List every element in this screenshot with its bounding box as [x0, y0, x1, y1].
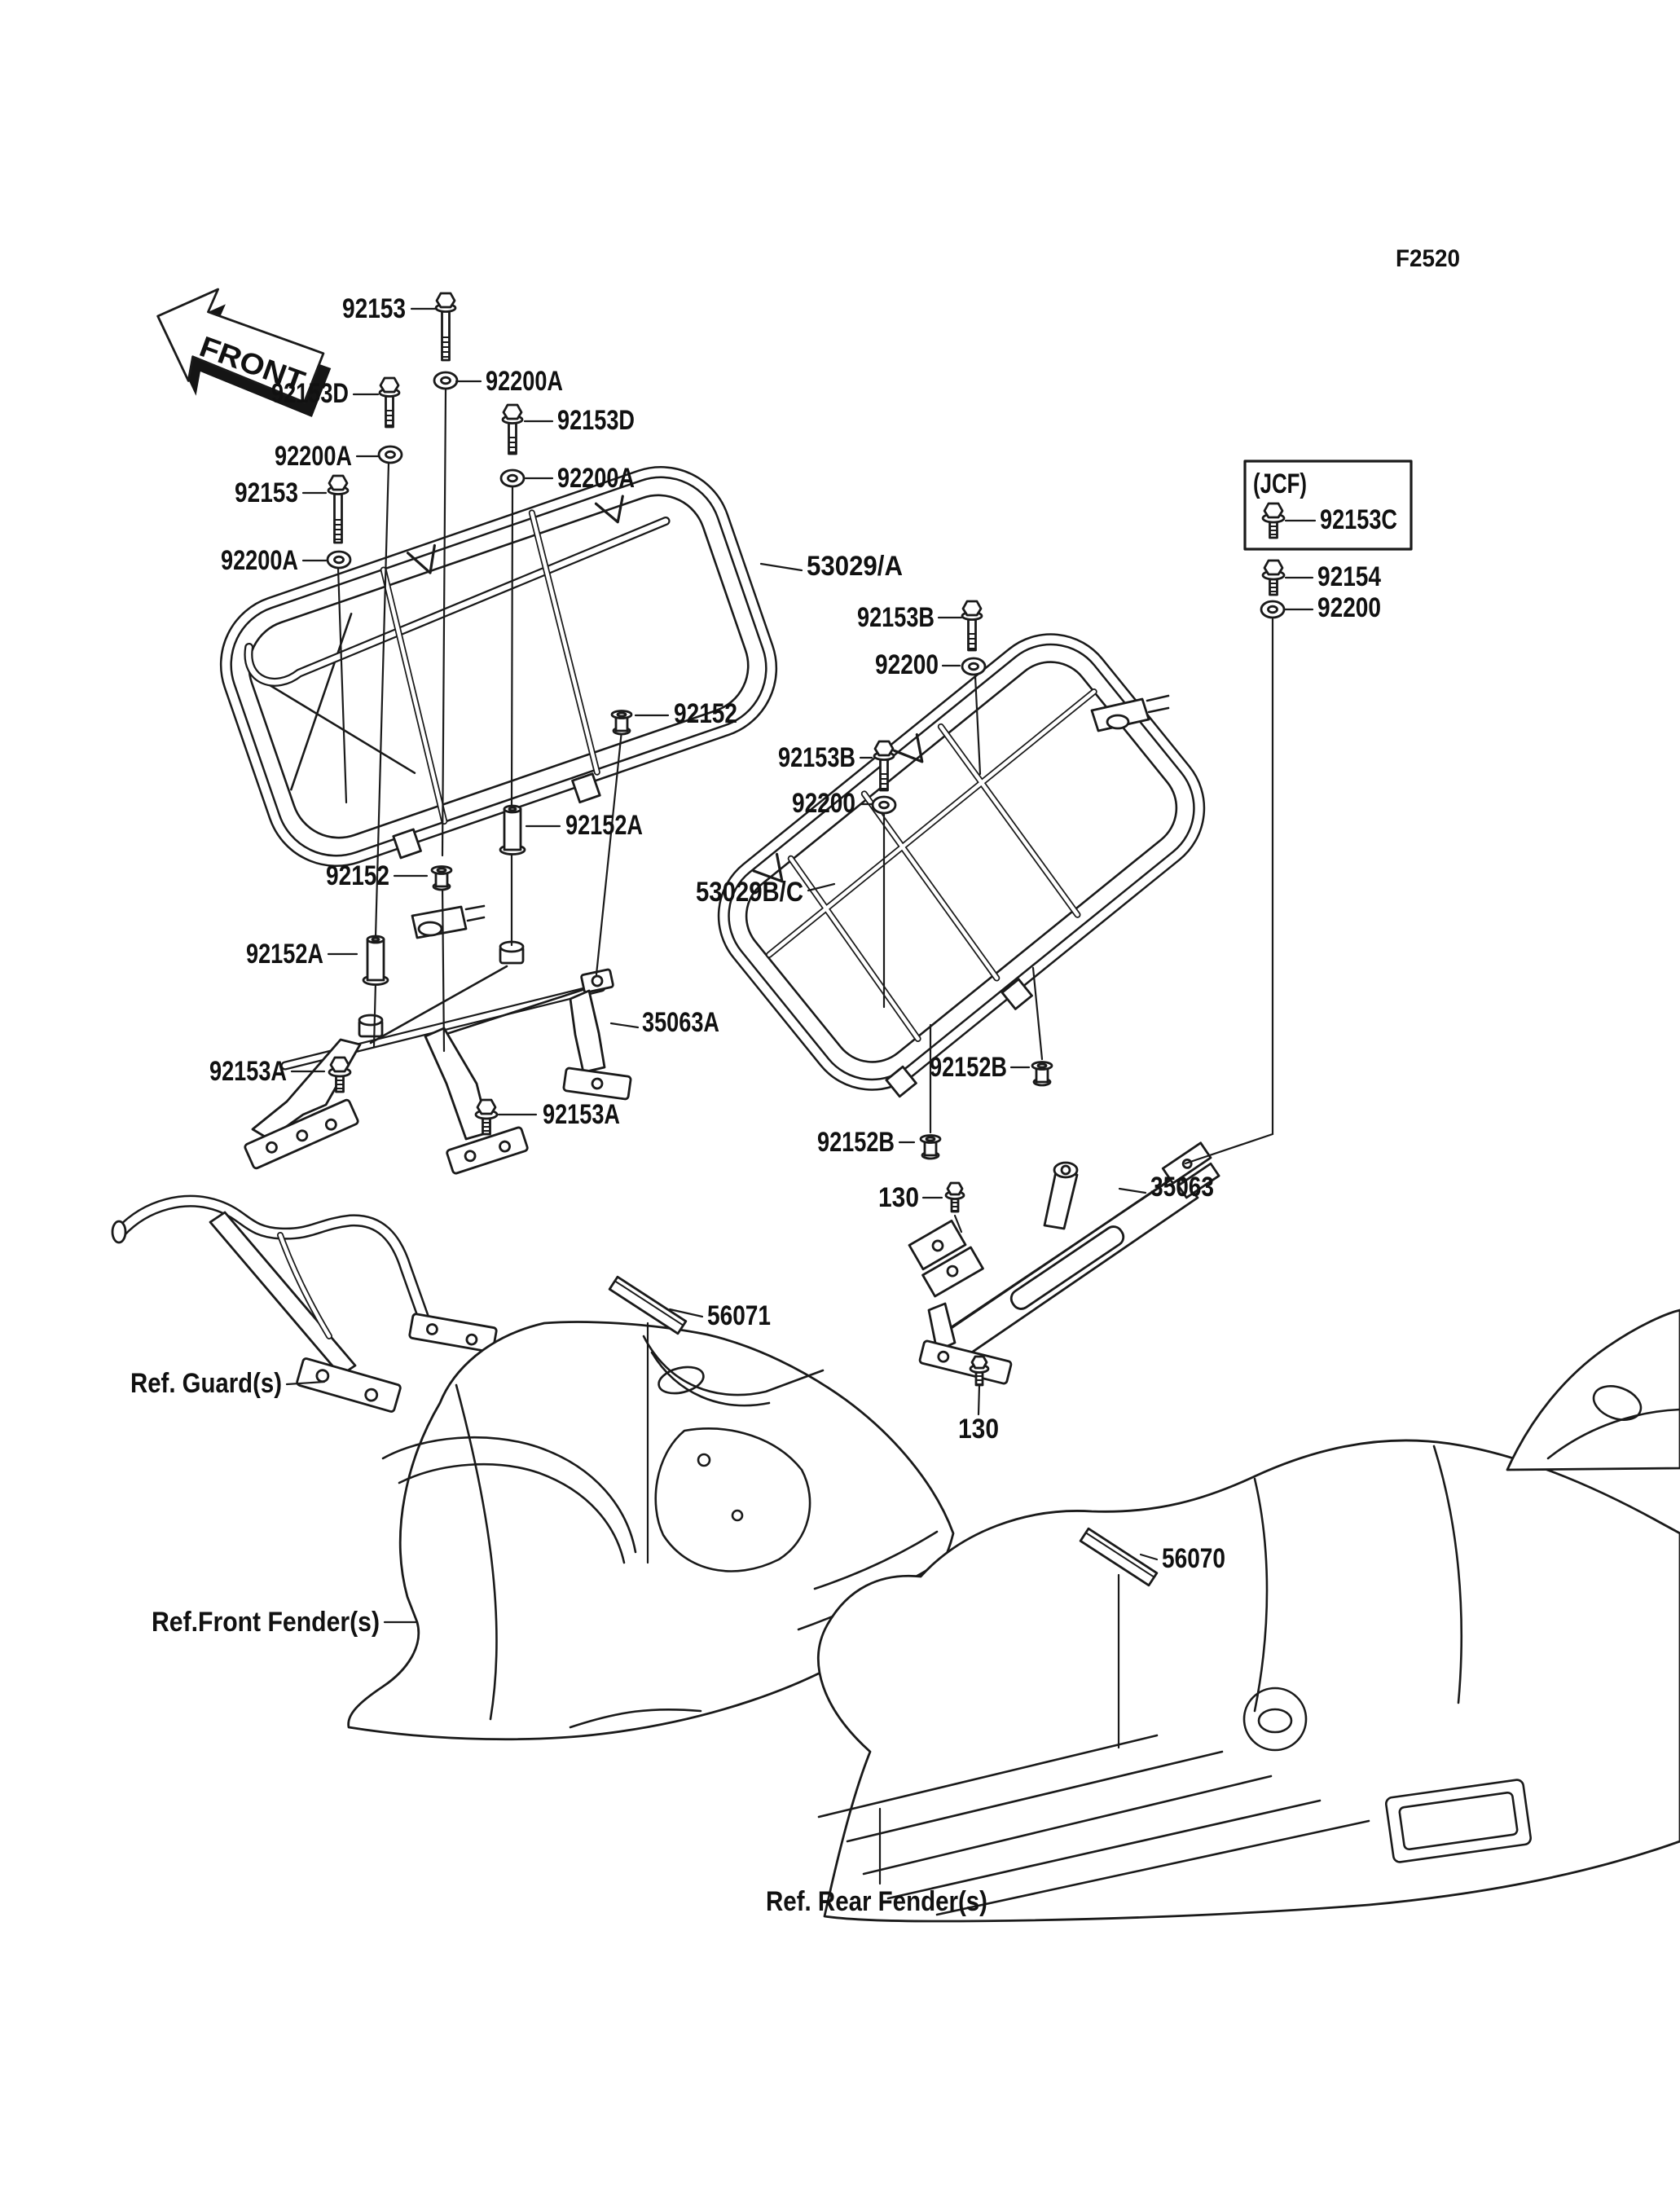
rear-carrier-53029BC — [699, 614, 1235, 1123]
bracket-35063A — [244, 942, 631, 1174]
collar-92152b-right-icon — [1032, 1062, 1052, 1086]
bolt-92153d-right-icon — [503, 405, 522, 454]
collar-92152-left-icon — [432, 867, 451, 891]
figure-code: F2520 — [1396, 245, 1460, 272]
jcf-note-label: (JCF) — [1253, 468, 1307, 499]
label-92152b-right: 92152B — [930, 1052, 1007, 1083]
label-92153a-right: 92153A — [543, 1099, 620, 1130]
label-92200-jcf: 92200 — [1317, 592, 1381, 623]
label-92153-top: 92153 — [342, 293, 406, 324]
label-92153d-right: 92153D — [557, 405, 635, 436]
washer-92200-left-icon — [873, 797, 895, 813]
bolt-92153d-left-icon — [380, 378, 399, 427]
label-92153b-left: 92153B — [778, 742, 855, 773]
label-92153c: 92153C — [1320, 504, 1397, 535]
bolt-92153-left-icon — [328, 476, 348, 543]
label-92200a-2: 92200A — [275, 441, 352, 472]
label-ref-rear-fender: Ref. Rear Fender(s) — [766, 1886, 987, 1917]
label-92153d-left: 92153D — [271, 378, 349, 409]
label-53029bc: 53029B/C — [696, 877, 803, 908]
label-92152a-right: 92152A — [565, 810, 643, 841]
label-56070: 56070 — [1162, 1543, 1225, 1574]
washer-92200a-4-icon — [501, 470, 524, 486]
collar-92152a-right-icon — [500, 806, 525, 855]
label-92153a-left: 92153A — [209, 1056, 287, 1087]
front-carrier-center-clamp — [412, 906, 484, 938]
bolt-92153b-top-icon — [962, 601, 982, 650]
washer-92200a-3-icon — [328, 552, 350, 568]
bolt-130-top-icon — [946, 1183, 964, 1212]
label-92154: 92154 — [1317, 561, 1382, 592]
label-130-bottom: 130 — [958, 1414, 999, 1445]
label-92152b-left: 92152B — [817, 1127, 895, 1158]
collar-92152b-left-icon — [921, 1136, 940, 1159]
label-ref-guard: Ref. Guard(s) — [130, 1368, 282, 1399]
label-92200a-3: 92200A — [221, 545, 298, 576]
label-92200a-1: 92200A — [486, 366, 563, 397]
label-92200a-4: 92200A — [557, 463, 635, 494]
label-92200-left: 92200 — [792, 788, 855, 819]
label-53029a: 53029/A — [807, 551, 903, 582]
label-35063a: 35063A — [642, 1007, 719, 1038]
front-arrow-label: FRONT — [195, 329, 302, 396]
washer-92200a-2-icon — [379, 446, 402, 463]
washer-92200-top-icon — [962, 658, 985, 675]
bolt-92153c-icon — [1263, 504, 1284, 538]
collar-92152a-left-icon — [363, 936, 388, 985]
label-ref-front-fender: Ref.Front Fender(s) — [152, 1607, 380, 1638]
label-92153-left: 92153 — [235, 477, 298, 508]
washer-92200-jcf-icon — [1261, 601, 1284, 618]
label-92200-top: 92200 — [875, 649, 939, 680]
label-92153b-top: 92153B — [857, 602, 935, 633]
rear-fender-reference-drawing — [818, 1310, 1680, 1921]
collar-92152-top-icon — [612, 711, 631, 735]
front-carrier-53029A — [208, 452, 796, 938]
label-35063: 35063 — [1150, 1172, 1214, 1203]
label-92152a-left: 92152A — [246, 939, 323, 970]
label-130-top: 130 — [878, 1182, 919, 1213]
bolt-130-bottom-icon — [970, 1357, 988, 1385]
bolt-92154-icon — [1263, 561, 1284, 595]
label-56071: 56071 — [707, 1300, 771, 1331]
washer-92200a-1-icon — [434, 372, 457, 389]
label-92152-top: 92152 — [674, 698, 737, 729]
label-92152-left: 92152 — [326, 860, 389, 891]
bolt-92153-top-icon — [436, 293, 455, 360]
